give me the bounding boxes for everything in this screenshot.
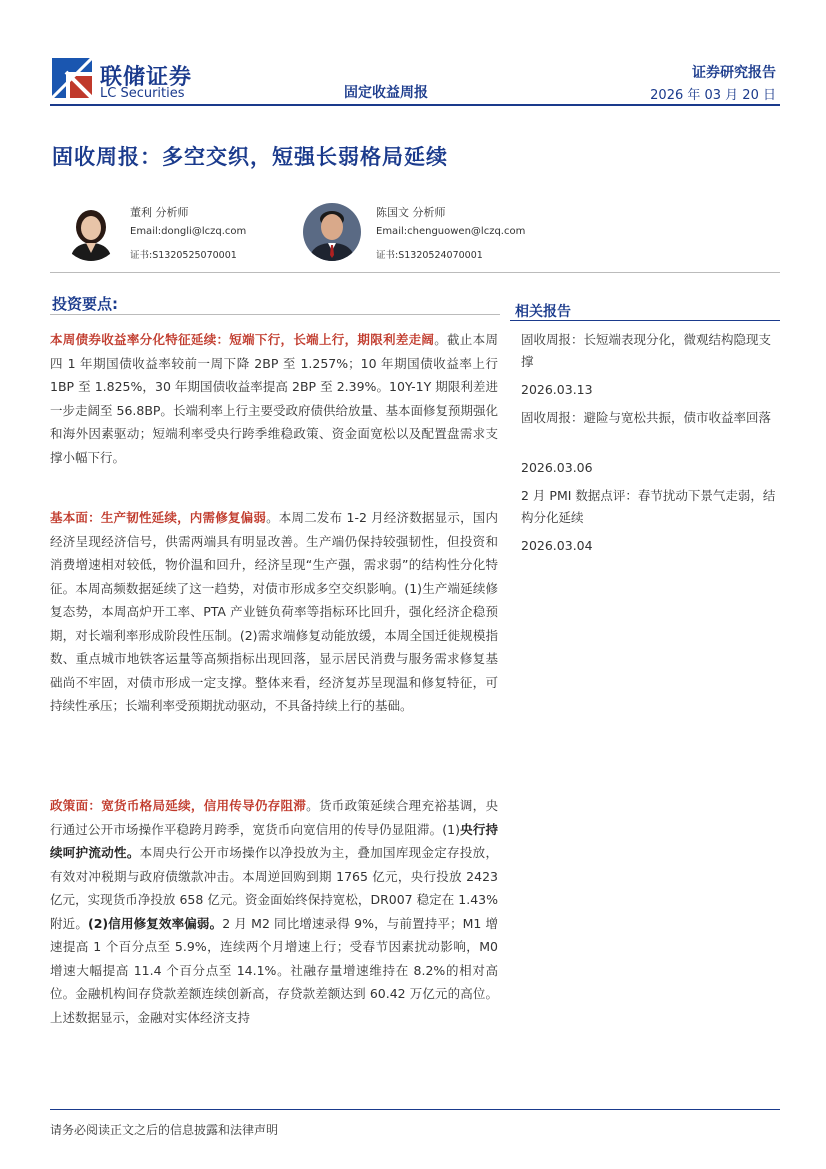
- analyst-avatar: [303, 203, 361, 261]
- paragraph-lead: 本周债券收益率分化特征延续：短端下行，长端上行，期限利差走阔: [50, 332, 435, 347]
- paragraph-subhead: (2)信用修复效率偏弱。: [88, 915, 223, 931]
- related-report-date: 2026.03.06: [521, 460, 593, 475]
- related-report-title[interactable]: 2 月 PMI 数据点评：春节扰动下景气走弱，结构分化延续: [521, 488, 776, 525]
- section-underline: [50, 314, 500, 315]
- related-reports-heading: 相关报告: [515, 304, 571, 320]
- paragraph-policy: [50, 794, 498, 1029]
- paragraph-body: 。本周二发布 1-2 月经济数据显示，国内经济呈现经济信号，供需两端具有明显改善。生产端仍保持较强韧性，但投资和消费增速相对较低，物价温和回升，经济呈现“生产强，需求弱”的结构性分化特征。本周高频数据延续了这一趋势，对债市形成多空交织影响。(1)生产端延续修复态势，本周高炉开工率、PTA 产业链负荷率等指标环比回升，强化经济企稳预期，对长端利率形成阶段性压制。(2)需求端修复动能放缓，本周全国迁徙规模指数、重点城市地铁客运量等高频指标出现回落，显示居民消费与服务需求修复基础尚不牢固，对债市形成一定支撑。整体来看，经济复苏呈现温和修复特征，可持续性承压；长端利率受预期扰动驱动，不具备持续上行的基础。: [50, 510, 498, 713]
- section-heading: 投资要点:: [52, 295, 118, 313]
- analyst-avatar: [62, 203, 120, 261]
- paragraph-yields: [50, 328, 498, 469]
- paragraph-fundamentals: [50, 506, 498, 718]
- header-divider: [50, 104, 780, 106]
- report-type: 证券研究报告: [692, 65, 776, 81]
- logo-english-name: LC Securities: [100, 86, 185, 101]
- footer-disclaimer: 请务必阅读正文之后的信息披露和法律声明: [50, 1123, 279, 1137]
- analyst-name: 董利 分析师: [130, 206, 189, 219]
- report-date: 2026 年 03 月 20 日: [650, 88, 776, 103]
- report-category: 固定收益周报: [344, 85, 428, 101]
- company-logo: [52, 58, 92, 98]
- paragraph-body: 。货币政策延续合理充裕基调，央行通过公开市场操作平稳跨月跨季，宽货币向宽信用的传导仍显阻滞。(1): [50, 798, 498, 837]
- paragraph-body: 2 月 M2 同比增速录得 9%，与前置持平；M1 增速提高 1 个百分点至 5.9%，连续两个月增速上行；受春节因素扰动影响，M0 增速大幅提高 11.4 个百分点至 14.1%。社融存量增速维持在 8.2%的相对高位。金融机构间存贷款差额连续创新高，存贷款差额达到 60.42 万亿元的高位。上述数据显示，金融对实体经济支持: [50, 915, 498, 1025]
- analyst-email[interactable]: Email:dongli@lczq.com: [130, 226, 247, 237]
- paragraph-subhead: 央行持续呵护流动性。: [50, 821, 498, 860]
- analyst-name: 陈国文 分析师: [376, 206, 446, 219]
- paragraph-body: 。截止本周四 1 年期国债收益率较前一周下降 2BP 至 1.257%；10 年期国债收益率上行 1BP 至 1.825%，30 年期国债收益率提高 2BP 至 2.39%。10Y-1Y 期限利差进一步走阔至 56.8BP。长端利率上行主要受政府债供给放量、基本面修复预期强化和海外因素驱动；短端利率受央行跨季维稳政策、资金面宽松以及配置盘需求支撑小幅下行。: [50, 332, 498, 465]
- related-report-date: 2026.03.04: [521, 538, 593, 553]
- paragraph-lead: 基本面：生产韧性延续，内需修复偏弱: [50, 510, 267, 525]
- analyst-certificate: 证书:S1320525070001: [130, 250, 237, 261]
- paragraph-body: 本周央行公开市场操作以净投放为主，叠加国库现金定存投放，有效对冲税期与政府债缴款冲击。本周逆回购到期 1765 亿元，央行投放 2423 亿元，实现货币净投放 658 亿元。资金面始终保持宽松，DR007 稳定在 1.43% 附近。: [50, 845, 498, 931]
- related-report-title[interactable]: 固收周报：长短端表现分化，微观结构隐现支撑: [521, 332, 772, 369]
- related-report-title[interactable]: 固收周报：避险与宽松共振，债市收益率回落: [521, 410, 772, 425]
- analyst-divider: [50, 272, 780, 273]
- page-title: 固收周报：多空交织，短强长弱格局延续: [52, 145, 448, 169]
- paragraph-lead: 政策面：宽货币格局延续，信用传导仍存阻滞: [50, 798, 307, 813]
- analyst-email[interactable]: Email:chenguowen@lczq.com: [376, 226, 526, 237]
- analyst-certificate: 证书:S1320524070001: [376, 250, 483, 261]
- footer-divider: [50, 1109, 780, 1110]
- logo-mark-icon: [52, 58, 92, 98]
- related-report-date: 2026.03.13: [521, 382, 593, 397]
- logo-chinese-name: 联储证券: [100, 65, 193, 90]
- related-reports-underline: [510, 320, 780, 321]
